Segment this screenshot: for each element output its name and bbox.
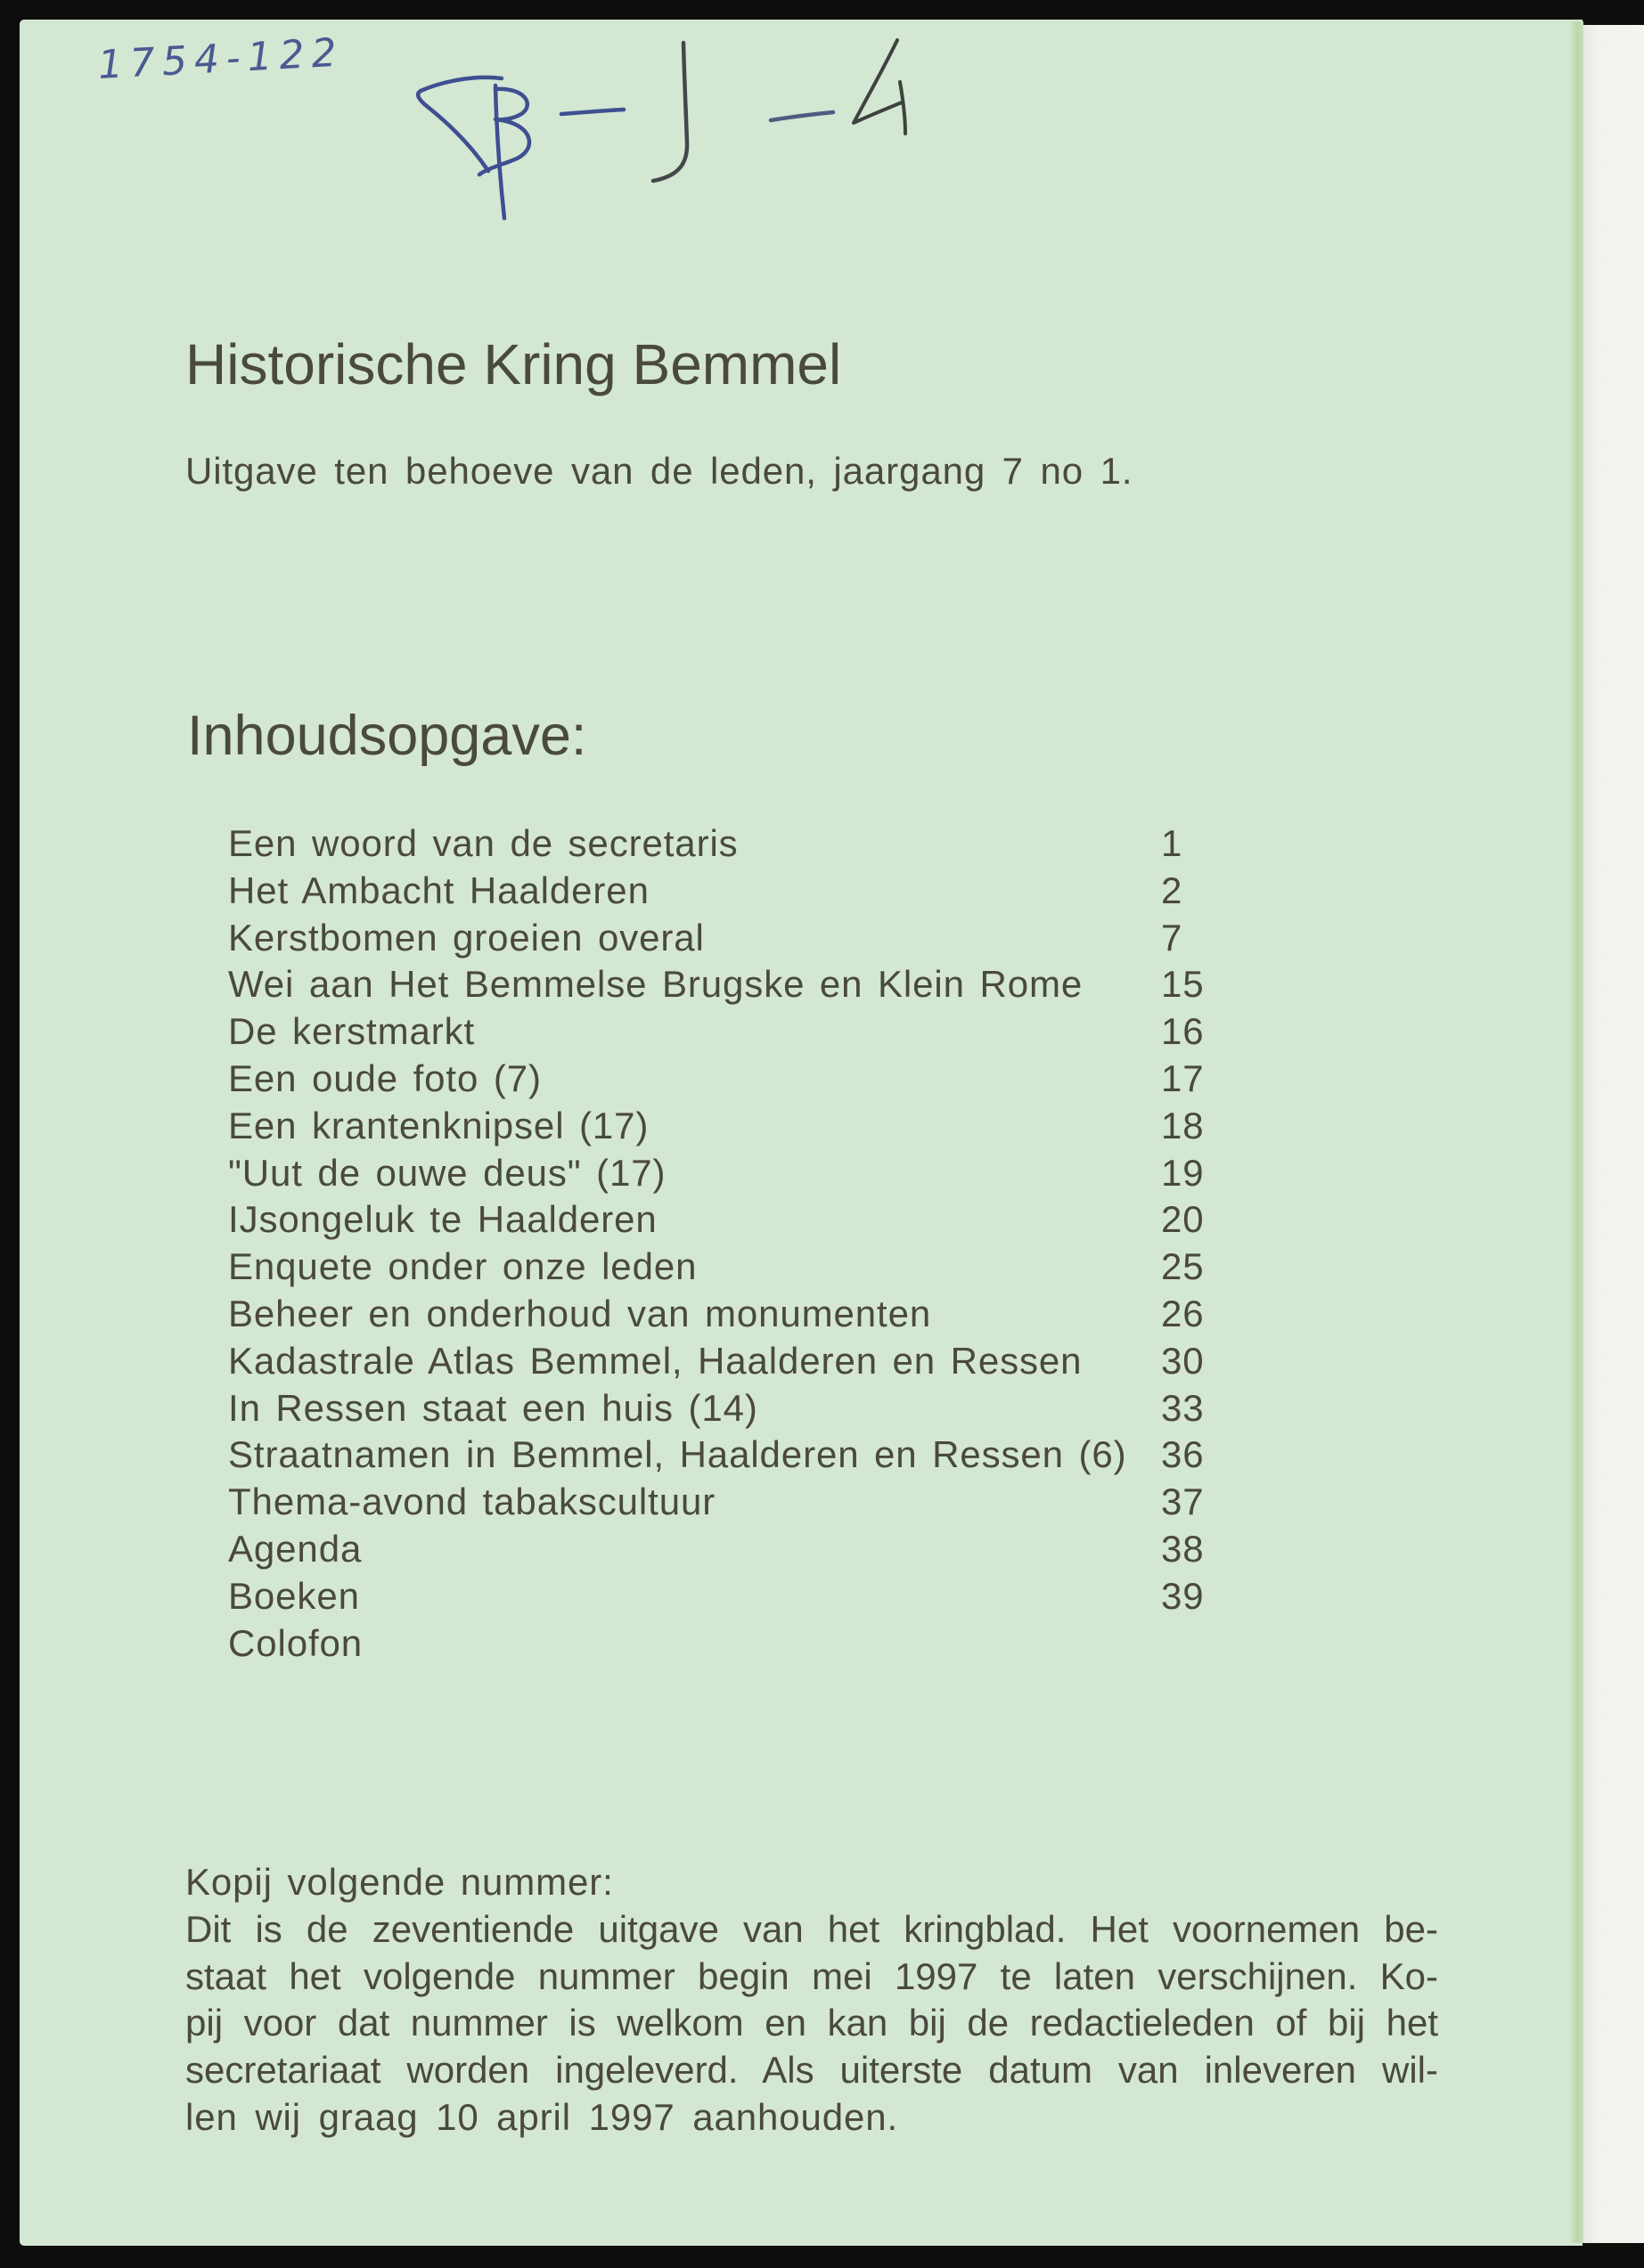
toc-row xyxy=(228,961,1244,1008)
notice-line: staat het volgende nummer begin mei 1997 te laten verschijnen. Ko- xyxy=(185,1954,1438,1997)
toc-row xyxy=(228,1103,1244,1150)
toc-item-page: 19 xyxy=(1161,1151,1205,1194)
notice-heading: Kopij volgende nummer: xyxy=(185,1861,614,1903)
toc-item-page: 15 xyxy=(1161,963,1205,1006)
toc-heading: Inhoudsopgave: xyxy=(187,705,587,767)
notice-line: Dit is de zeventiende uitgave van het kringblad. Het voornemen be- xyxy=(185,1907,1438,1950)
initials-stroke-bowl xyxy=(479,89,529,175)
toc-row xyxy=(228,1573,1244,1620)
toc-row xyxy=(228,820,1244,868)
toc-item-page: 7 xyxy=(1161,916,1183,959)
toc-item-page: 17 xyxy=(1161,1056,1205,1099)
toc-item-title: De kerstmarkt xyxy=(228,1010,476,1053)
initials-stroke-loop xyxy=(418,78,502,171)
copy-deadline-notice xyxy=(185,1859,1438,2142)
toc-item-title: Kerstbomen groeien overal xyxy=(228,916,705,959)
handwritten-marks xyxy=(0,0,1644,267)
toc-row xyxy=(228,1056,1244,1103)
notice-line: len wij graag 10 april 1997 aanhouden. xyxy=(185,2095,899,2138)
toc-item-title: Agenda xyxy=(228,1527,363,1570)
toc-item-title: IJsongeluk te Haalderen xyxy=(228,1198,658,1241)
toc-item-page: 38 xyxy=(1161,1527,1205,1570)
toc-row xyxy=(228,1526,1244,1573)
toc-row xyxy=(228,1620,1244,1668)
toc-item-title: Straatnamen in Bemmel, Haalderen en Ressen (6) xyxy=(228,1433,1127,1476)
toc-item-title: In Ressen staat een huis (14) xyxy=(228,1386,758,1429)
toc-item-title: "Uut de ouwe deus" (17) xyxy=(228,1151,667,1194)
notice-line: secretariaat worden ingeleverd. Als uiterste datum van inleveren wil- xyxy=(185,2049,1438,2092)
toc-item-page: 37 xyxy=(1161,1481,1205,1523)
toc-item-page: 18 xyxy=(1161,1104,1205,1146)
notice-line: pij voor dat nummer is welkom en kan bij de redactieleden of bij het xyxy=(185,2002,1438,2044)
handwritten-initials-mark xyxy=(418,78,529,218)
toc-item-title: Wei aan Het Bemmelse Brugske en Klein Rome xyxy=(228,963,1084,1006)
toc-item-title: Colofon xyxy=(228,1621,364,1664)
toc-row xyxy=(228,1150,1244,1197)
toc-item-title: Een oude foto (7) xyxy=(228,1056,542,1099)
toc-row xyxy=(228,1338,1244,1385)
publication-subtitle: Uitgave ten behoeve van de leden, jaargang 7 no 1. xyxy=(185,450,1133,492)
toc-item-title: Enquete onder onze leden xyxy=(228,1245,698,1288)
toc-item-page: 30 xyxy=(1161,1339,1205,1382)
toc-item-title: Boeken xyxy=(228,1574,360,1617)
toc-item-title: Een woord van de secretaris xyxy=(228,822,739,864)
toc-item-page: 36 xyxy=(1161,1433,1205,1476)
toc-item-page: 33 xyxy=(1161,1386,1205,1429)
page-fold-edge xyxy=(1570,21,1583,2243)
toc-row xyxy=(228,915,1244,962)
toc-row xyxy=(228,1008,1244,1056)
toc-row xyxy=(228,1479,1244,1526)
handwritten-four-mark xyxy=(854,40,905,134)
toc-row xyxy=(228,1196,1244,1244)
toc-item-title: Een krantenknipsel (17) xyxy=(228,1104,650,1146)
toc-item-page: 2 xyxy=(1161,869,1183,911)
toc-item-page: 1 xyxy=(1161,822,1183,864)
toc-item-title: Thema-avond tabakscultuur xyxy=(228,1481,716,1523)
table-of-contents xyxy=(228,820,1244,1667)
toc-item-page: 25 xyxy=(1161,1245,1205,1288)
underlying-white-sheet xyxy=(1581,25,1644,2243)
toc-row xyxy=(228,1385,1244,1432)
toc-row xyxy=(228,1244,1244,1291)
toc-item-title: Kadastrale Atlas Bemmel, Haalderen en Ressen xyxy=(228,1339,1083,1382)
toc-item-page: 16 xyxy=(1161,1010,1205,1053)
handwritten-dash-1 xyxy=(561,110,624,114)
toc-item-page: 39 xyxy=(1161,1574,1205,1617)
toc-row xyxy=(228,1291,1244,1338)
toc-row xyxy=(228,868,1244,915)
publication-title: Historische Kring Bemmel xyxy=(185,332,842,396)
handwritten-hook-mark xyxy=(653,43,687,181)
toc-row xyxy=(228,1432,1244,1479)
handwritten-archive-number: 1754-122 xyxy=(96,29,345,88)
toc-item-page: 20 xyxy=(1161,1198,1205,1241)
initials-stroke-stem xyxy=(495,86,504,218)
toc-item-title: Het Ambacht Haalderen xyxy=(228,869,650,911)
toc-item-title: Beheer en onderhoud van monumenten xyxy=(228,1292,932,1334)
handwritten-dash-2 xyxy=(771,112,833,120)
toc-item-page: 26 xyxy=(1161,1292,1205,1334)
